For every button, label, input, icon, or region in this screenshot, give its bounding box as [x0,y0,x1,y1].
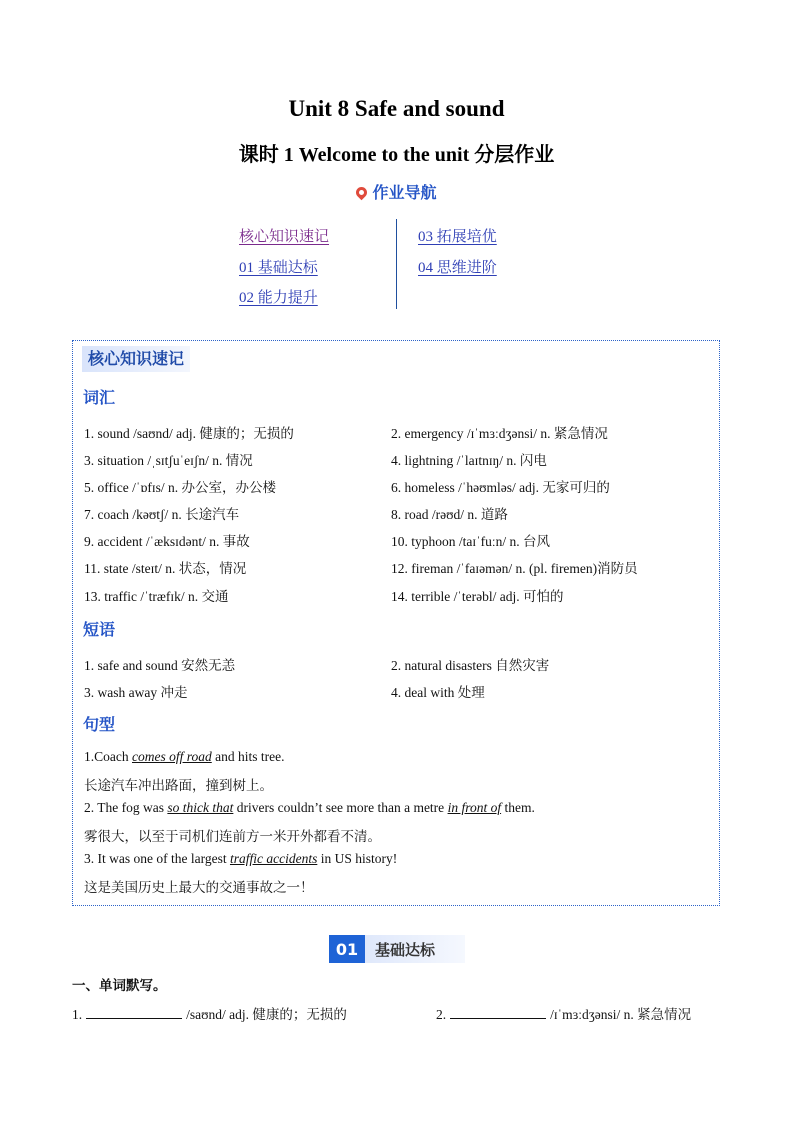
vocab-item: 10. typhoon /taɪˈfuːn/ n. 台风 [391,534,550,549]
nav-link-01[interactable]: 01 基础达标 [239,260,318,276]
question-heading: 一、单词默写。 [72,978,167,994]
section-01-label: 基础达标 [365,935,465,963]
question-1: 1. /saʊnd/ adj. 健康的；无损的 [72,1007,347,1022]
question-2: 2. /ɪˈmɜːdʒənsi/ n. 紧急情况 [436,1007,692,1022]
sentence-heading: 句型 [83,715,116,734]
vocab-item: 13. traffic /ˈtræfɪk/ n. 交通 [84,589,229,604]
section-01-badge [329,935,465,963]
vocab-item: 1. sound /saʊnd/ adj. 健康的；无损的 [84,426,294,441]
sentence-1-translation: 长途汽车冲出路面，撞到树上。 [84,778,273,793]
vocab-heading: 词汇 [83,388,116,407]
sentence-2-translation: 雾很大，以至于司机们连前方一米开外都看不清。 [84,829,381,844]
nav-link-core-knowledge[interactable]: 核心知识速记 [239,229,330,245]
vocab-item: 12. fireman /ˈfaɪəmən/ n. (pl. firemen)消防员 [391,561,638,576]
vocab-item: 2. emergency /ɪˈmɜːdʒənsi/ n. 紧急情况 [391,426,608,441]
sentence-3-translation: 这是美国历史上最大的交通事故之一！ [84,880,314,895]
answer-blank[interactable] [450,1006,546,1019]
page-subtitle: 课时 1 Welcome to the unit 分层作业 [238,144,555,166]
phrase-heading: 短语 [83,620,116,639]
sentence-2: 2. The fog was so thick that drivers couldn’t see more than a metre in front of them. [84,800,535,815]
phrase-item: 4. deal with 处理 [391,685,485,700]
vocab-item: 3. situation /ˌsɪtʃuˈeɪʃn/ n. 情况 [84,453,253,468]
phrase-item: 3. wash away 冲走 [84,685,188,700]
phrase-item: 2. natural disasters 自然灾害 [391,658,550,673]
vocab-item: 11. state /steɪt/ n. 状态，情况 [84,561,247,576]
vocab-item: 8. road /rəʊd/ n. 道路 [391,507,508,522]
vocab-item: 6. homeless /ˈhəʊmləs/ adj. 无家可归的 [391,480,610,495]
vocab-item: 7. coach /kəʊtʃ/ n. 长途汽车 [84,507,240,522]
phrase-item: 1. safe and sound 安然无恙 [84,658,236,673]
section-01-number: 01 [329,935,365,963]
nav-link-02[interactable]: 02 能力提升 [239,290,318,306]
vocab-item: 5. office /ˈɒfɪs/ n. 办公室，办公楼 [84,480,277,495]
location-pin-icon [354,185,370,201]
nav-heading-text: 作业导航 [372,183,437,202]
vocab-item: 14. terrible /ˈterəbl/ adj. 可怕的 [391,589,564,604]
page-title: Unit 8 Safe and sound [288,96,505,121]
sentence-1: 1.Coach comes off road and hits tree. [84,749,285,764]
answer-blank[interactable] [86,1006,182,1019]
nav-link-03[interactable]: 03 拓展培优 [418,229,497,245]
core-knowledge-badge: 核心知识速记 [82,346,190,372]
sentence-3: 3. It was one of the largest traffic accidents in US history! [84,851,398,866]
nav-heading [0,180,793,203]
nav-link-04[interactable]: 04 思维进阶 [418,260,497,276]
vocab-item: 9. accident /ˈæksɪdənt/ n. 事故 [84,534,250,549]
nav-divider [396,219,397,309]
vocab-item: 4. lightning /ˈlaɪtnɪŋ/ n. 闪电 [391,453,547,468]
